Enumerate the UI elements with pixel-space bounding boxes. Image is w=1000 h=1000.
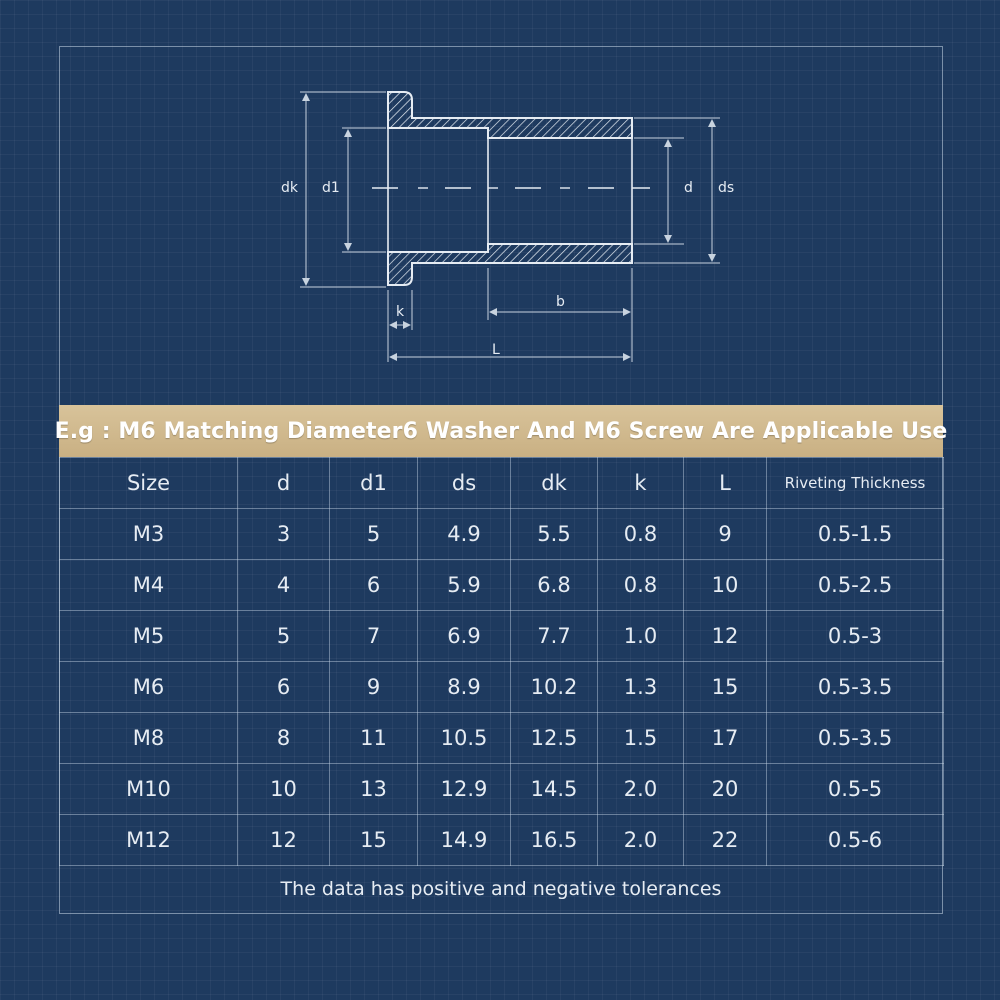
table-row (60, 713, 944, 764)
cell-d: 6 (238, 662, 330, 713)
label-d: d (684, 180, 693, 196)
cell-ds: 6.9 (418, 611, 511, 662)
header-ds: ds (418, 458, 511, 509)
cell-ds: 4.9 (418, 509, 511, 560)
cell-dk: 10.2 (511, 662, 598, 713)
cell-dk: 5.5 (511, 509, 598, 560)
cell-dk: 7.7 (511, 611, 598, 662)
header-L: L (684, 458, 767, 509)
label-k: k (396, 304, 405, 320)
cell-size: M8 (60, 713, 238, 764)
spec-table (59, 457, 944, 866)
cell-dk: 12.5 (511, 713, 598, 764)
label-ds: ds (718, 180, 735, 196)
cell-riveting-thickness: 0.5-1.5 (767, 509, 944, 560)
cell-size: M4 (60, 560, 238, 611)
cell-dk: 6.8 (511, 560, 598, 611)
table-row (60, 560, 944, 611)
cell-riveting-thickness: 0.5-5 (767, 764, 944, 815)
cell-ds: 8.9 (418, 662, 511, 713)
usage-banner (54, 405, 948, 457)
header-k: k (598, 458, 684, 509)
tolerance-note-text: The data has positive and negative tolerances (280, 878, 722, 900)
cell-d1: 13 (330, 764, 418, 815)
cell-L: 9 (684, 509, 767, 560)
cell-riveting-thickness: 0.5-2.5 (767, 560, 944, 611)
cell-d1: 7 (330, 611, 418, 662)
table-row (60, 662, 944, 713)
cell-ds: 10.5 (418, 713, 511, 764)
cell-L: 10 (684, 560, 767, 611)
tolerance-note (59, 864, 943, 914)
label-d1: d1 (322, 180, 340, 196)
label-dk: dk (281, 180, 298, 196)
cell-k: 0.8 (598, 509, 684, 560)
cell-size: M6 (60, 662, 238, 713)
cell-d1: 15 (330, 815, 418, 866)
cell-size: M12 (60, 815, 238, 866)
cell-L: 20 (684, 764, 767, 815)
rivet-nut-diagram (0, 0, 1000, 400)
cell-k: 2.0 (598, 815, 684, 866)
table-header-row (60, 458, 944, 509)
cell-d: 3 (238, 509, 330, 560)
table-row (60, 509, 944, 560)
cell-size: M10 (60, 764, 238, 815)
cell-riveting-thickness: 0.5-3.5 (767, 713, 944, 764)
cell-d: 12 (238, 815, 330, 866)
cell-d1: 6 (330, 560, 418, 611)
cell-size: M5 (60, 611, 238, 662)
cell-dk: 14.5 (511, 764, 598, 815)
cell-riveting-thickness: 0.5-3 (767, 611, 944, 662)
label-b: b (556, 294, 565, 310)
inner-outlines (388, 128, 632, 252)
cell-k: 1.0 (598, 611, 684, 662)
header-d: d (238, 458, 330, 509)
cell-L: 12 (684, 611, 767, 662)
cell-L: 22 (684, 815, 767, 866)
cell-d: 8 (238, 713, 330, 764)
table-row (60, 815, 944, 866)
header-riveting-thickness: Riveting Thickness (767, 458, 944, 509)
cell-k: 0.8 (598, 560, 684, 611)
cell-ds: 5.9 (418, 560, 511, 611)
table-row (60, 764, 944, 815)
cell-L: 17 (684, 713, 767, 764)
cell-riveting-thickness: 0.5-3.5 (767, 662, 944, 713)
header-size: Size (60, 458, 238, 509)
cell-k: 2.0 (598, 764, 684, 815)
banner-text: E.g : M6 Matching Diameter6 Washer And M6 Screw Are Applicable Use (54, 418, 948, 444)
cell-dk: 16.5 (511, 815, 598, 866)
header-d1: d1 (330, 458, 418, 509)
cell-d: 4 (238, 560, 330, 611)
cell-ds: 14.9 (418, 815, 511, 866)
cell-d1: 9 (330, 662, 418, 713)
cell-d: 10 (238, 764, 330, 815)
cell-d1: 5 (330, 509, 418, 560)
cell-k: 1.5 (598, 713, 684, 764)
cell-k: 1.3 (598, 662, 684, 713)
cell-size: M3 (60, 509, 238, 560)
cell-riveting-thickness: 0.5-6 (767, 815, 944, 866)
cell-d1: 11 (330, 713, 418, 764)
header-dk: dk (511, 458, 598, 509)
label-L: L (492, 342, 500, 358)
cell-d: 5 (238, 611, 330, 662)
table-row (60, 611, 944, 662)
cell-ds: 12.9 (418, 764, 511, 815)
cell-L: 15 (684, 662, 767, 713)
